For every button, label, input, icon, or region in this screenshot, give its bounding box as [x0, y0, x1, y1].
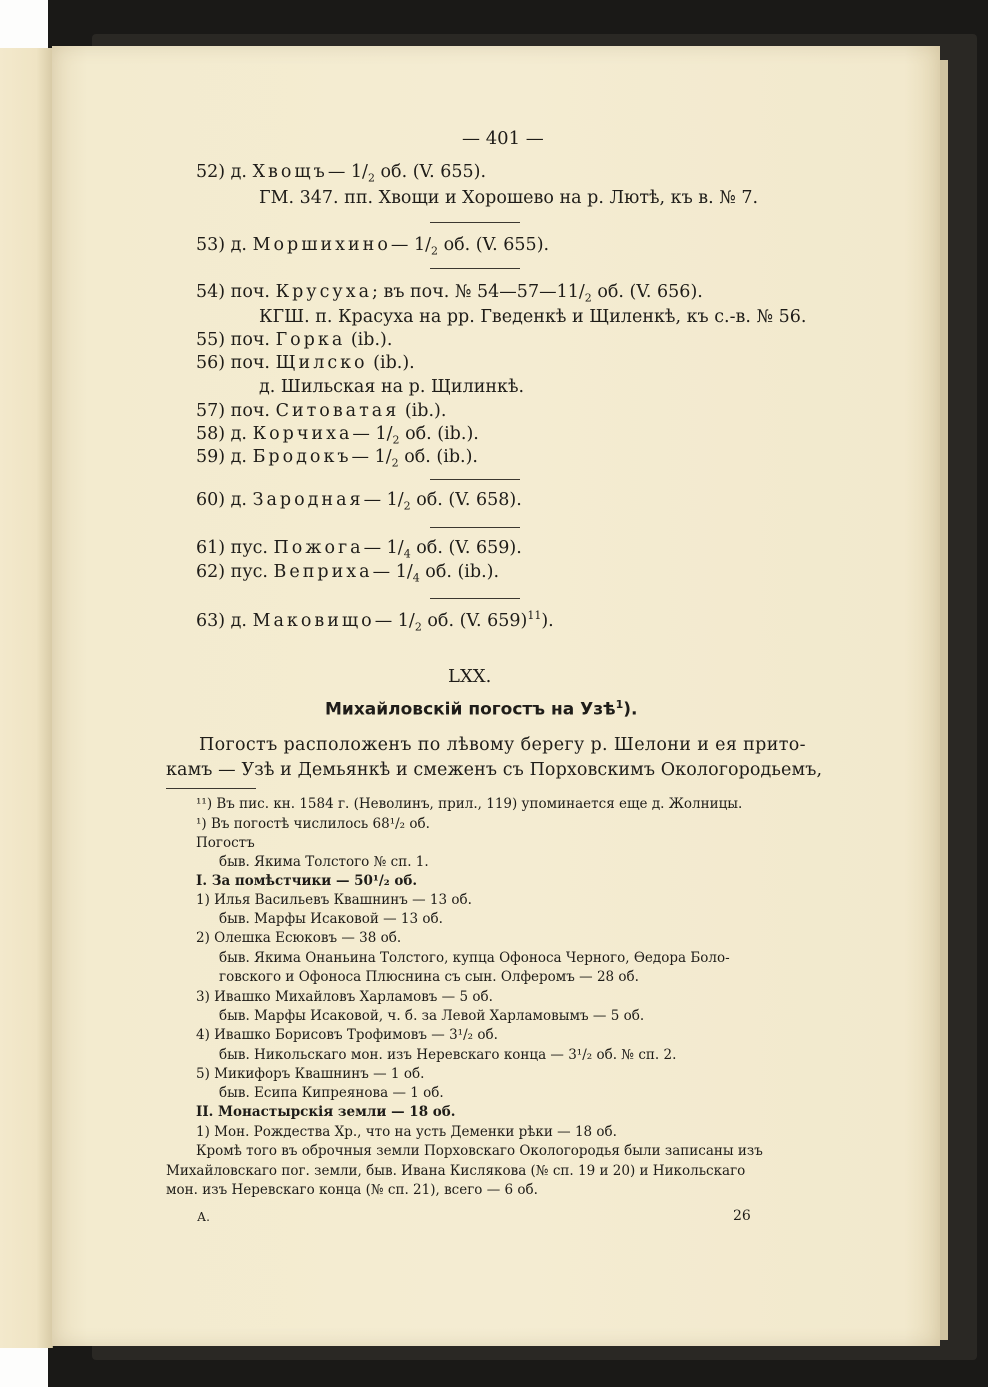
- section-title-text: Михайловскій погостъ на Узѣ: [325, 699, 616, 720]
- entry-number: 58) д.: [196, 424, 253, 444]
- entry-note: д. Шильская на р. Щилинкѣ.: [259, 377, 525, 397]
- footnote-line: 1) Мон. Рождества Хр., что на усть Деменки рѣки — 18 об.: [196, 1124, 617, 1140]
- footnote-line: быв. Марфы Исаковой, ч. б. за Левой Харламовымъ — 5 об.: [219, 1008, 645, 1024]
- entry-text: (ib.).: [399, 401, 447, 421]
- place-name: Веприха: [273, 562, 373, 582]
- footnote-rule: [166, 788, 256, 789]
- fraction-denominator: 2: [367, 171, 375, 185]
- entry-number: 62) пус.: [196, 562, 274, 582]
- separator-rule: [430, 479, 520, 480]
- entry-text: об. (V. 655).: [374, 162, 487, 182]
- footnote-line: Кромѣ того въ оброчныя земли Порховскаго Окологородья были записаны изъ: [196, 1143, 763, 1159]
- entry-line: [196, 490, 522, 513]
- footnote-line: Михайловскаго пог. земли, быв. Ивана Кислякова (№ сп. 19 и 20) и Никольскаго: [166, 1163, 746, 1179]
- entry-text: —: [352, 424, 376, 444]
- place-name: Бродокъ: [252, 447, 352, 467]
- place-name: Моршихино: [252, 235, 391, 255]
- fraction: 1/: [374, 447, 392, 467]
- separator-rule: [430, 598, 520, 599]
- fraction: 1/: [567, 282, 585, 302]
- entry-line: [196, 235, 549, 258]
- footnote-line: 2) Олешка Есюковъ — 38 об.: [196, 930, 402, 946]
- fraction-denominator: 2: [414, 620, 422, 634]
- entry-line: [196, 447, 478, 470]
- entry-text: ).: [541, 610, 554, 631]
- signature-mark: А.: [197, 1210, 210, 1224]
- entry-line: [196, 562, 499, 585]
- footnote-line: мон. изъ Неревскаго конца (№ сп. 21), всего — 6 об.: [166, 1182, 538, 1198]
- entry-line: [196, 353, 415, 373]
- footnote-line: быв. Якима Толстого № сп. 1.: [219, 854, 429, 870]
- footnote-line: II. Монастырскія земли — 18 об.: [196, 1104, 456, 1120]
- entry-number: 59) д.: [196, 447, 253, 467]
- fraction-denominator: 2: [391, 456, 399, 470]
- footnote-line: Погостъ: [196, 835, 255, 851]
- entry-number: 57) поч.: [196, 401, 276, 421]
- entry-text: —: [351, 447, 375, 467]
- place-name: Пожога: [273, 538, 364, 558]
- entry-text: —: [390, 235, 414, 255]
- entry-number: 60) д.: [196, 490, 253, 510]
- entry-text: —: [363, 490, 387, 510]
- entry-text: ; въ поч. № 54—57—1: [372, 282, 568, 302]
- place-name: Ситоватая: [275, 401, 400, 421]
- entry-line: [196, 162, 486, 185]
- footnote-line: быв. Якима Онаньина Толстого, купца Офоноса Черного, Өедора Боло-: [219, 950, 730, 966]
- footnote-line: быв. Никольскаго мон. изъ Неревскаго конца — 3¹/₂ об. № сп. 2.: [219, 1047, 677, 1063]
- entry-text: об. (ib.).: [419, 562, 500, 582]
- entry-number: 54) поч.: [196, 282, 276, 302]
- entry-text: об. (ib.).: [399, 424, 479, 444]
- entry-number: 55) поч.: [196, 330, 276, 350]
- entry-note: ГМ. 347. пп. Хвощи и Хорошево на р. Лютѣ, къ в. № 7.: [259, 188, 759, 208]
- separator-rule: [430, 527, 520, 528]
- place-name: Крусуха: [275, 282, 373, 302]
- entry-text: (ib.).: [345, 330, 393, 350]
- fraction: 1/: [386, 538, 404, 558]
- entry-line: [196, 609, 554, 633]
- footnote-line: ¹) Въ погостѣ числилось 68¹/₂ об.: [196, 816, 430, 832]
- place-name: Маковищо: [252, 610, 375, 631]
- entry-text: —: [327, 162, 351, 182]
- place-name: Зародная: [252, 490, 364, 510]
- footnote-line: быв. Марфы Исаковой — 13 об.: [219, 911, 443, 927]
- section-title: [325, 698, 637, 720]
- footnote-ref: 11: [527, 609, 542, 622]
- separator-rule: [430, 268, 520, 269]
- entry-number: 63) д.: [196, 610, 253, 631]
- fraction-denominator: 4: [403, 547, 411, 561]
- place-name: Горка: [275, 330, 346, 350]
- entry-text: (ib.).: [367, 353, 415, 373]
- place-name: Хвощъ: [252, 162, 328, 182]
- paragraph-line: Погостъ расположенъ по лѣвому берегу р. Шелони и ея прито-: [199, 735, 806, 755]
- footnote-line: 3) Ивашко Михайловъ Харламовъ — 5 об.: [196, 989, 493, 1005]
- entry-number: 52) д.: [196, 162, 253, 182]
- entry-number: 61) пус.: [196, 538, 274, 558]
- place-name: Щилско: [275, 353, 368, 373]
- footnote-line: 4) Ивашко Борисовъ Трофимовъ — 3¹/₂ об.: [196, 1027, 498, 1043]
- place-name: Корчиха: [252, 424, 353, 444]
- section-title-end: ).: [623, 699, 638, 720]
- entry-number: 56) поч.: [196, 353, 276, 373]
- page-number: — 401 —: [462, 128, 544, 149]
- fraction-denominator: 2: [431, 244, 438, 258]
- entry-line: [196, 538, 522, 561]
- entry-text: об. (ib.).: [398, 447, 478, 467]
- paragraph-line: камъ — Узѣ и Демьянкѣ и смеженъ съ Порховскимъ Окологородьемъ,: [166, 760, 823, 780]
- entry-line: [196, 330, 392, 350]
- entry-text: —: [372, 562, 396, 582]
- footnote-line: 1) Илья Васильевъ Квашнинъ — 13 об.: [196, 892, 472, 908]
- footnote-line: ¹¹) Въ пис. кн. 1584 г. (Неволинъ, прил., 119) упоминается еще д. Жолницы.: [196, 796, 743, 812]
- fraction: 1/: [397, 610, 415, 631]
- facing-page: [0, 48, 53, 1348]
- fraction: 1/: [386, 490, 404, 510]
- fraction: 1/: [395, 562, 413, 582]
- entry-line: [196, 282, 703, 305]
- footnote-line: быв. Есипа Кипреянова — 1 об.: [219, 1085, 444, 1101]
- entry-text: об. (V. 658).: [410, 490, 522, 510]
- fraction-denominator: 2: [392, 433, 400, 447]
- entry-text: об. (V. 655).: [438, 235, 550, 255]
- section-numeral: LXX.: [448, 666, 492, 687]
- entry-line: [196, 401, 446, 421]
- fraction-denominator: 4: [412, 571, 420, 585]
- fraction: 1/: [413, 235, 431, 255]
- fraction-denominator: 2: [403, 499, 411, 513]
- fraction: 1/: [350, 162, 368, 182]
- entry-text: об. (V. 656).: [591, 282, 703, 302]
- footnote-line: 5) Микифоръ Квашнинъ — 1 об.: [196, 1066, 425, 1082]
- sheet-number: 26: [733, 1208, 751, 1224]
- entry-note: КГШ. п. Красуха на рр. Гведенкѣ и Щиленкѣ, къ с.-в. № 56.: [259, 307, 807, 327]
- fraction: 1/: [375, 424, 393, 444]
- separator-rule: [430, 222, 520, 223]
- footnote-ref: 1: [615, 698, 624, 711]
- entry-text: —: [374, 610, 398, 631]
- entry-line: [196, 424, 479, 447]
- entry-number: 53) д.: [196, 235, 253, 255]
- entry-text: об. (V. 659).: [410, 538, 522, 558]
- entry-text: об. (V. 659): [421, 610, 528, 631]
- fraction-denominator: 2: [584, 291, 592, 305]
- entry-text: —: [363, 538, 387, 558]
- footnote-line: говского и Офоноса Плюснина съ сын. Олферомъ — 28 об.: [219, 969, 639, 985]
- footnote-line: I. За помѣстчики — 50¹/₂ об.: [196, 873, 418, 889]
